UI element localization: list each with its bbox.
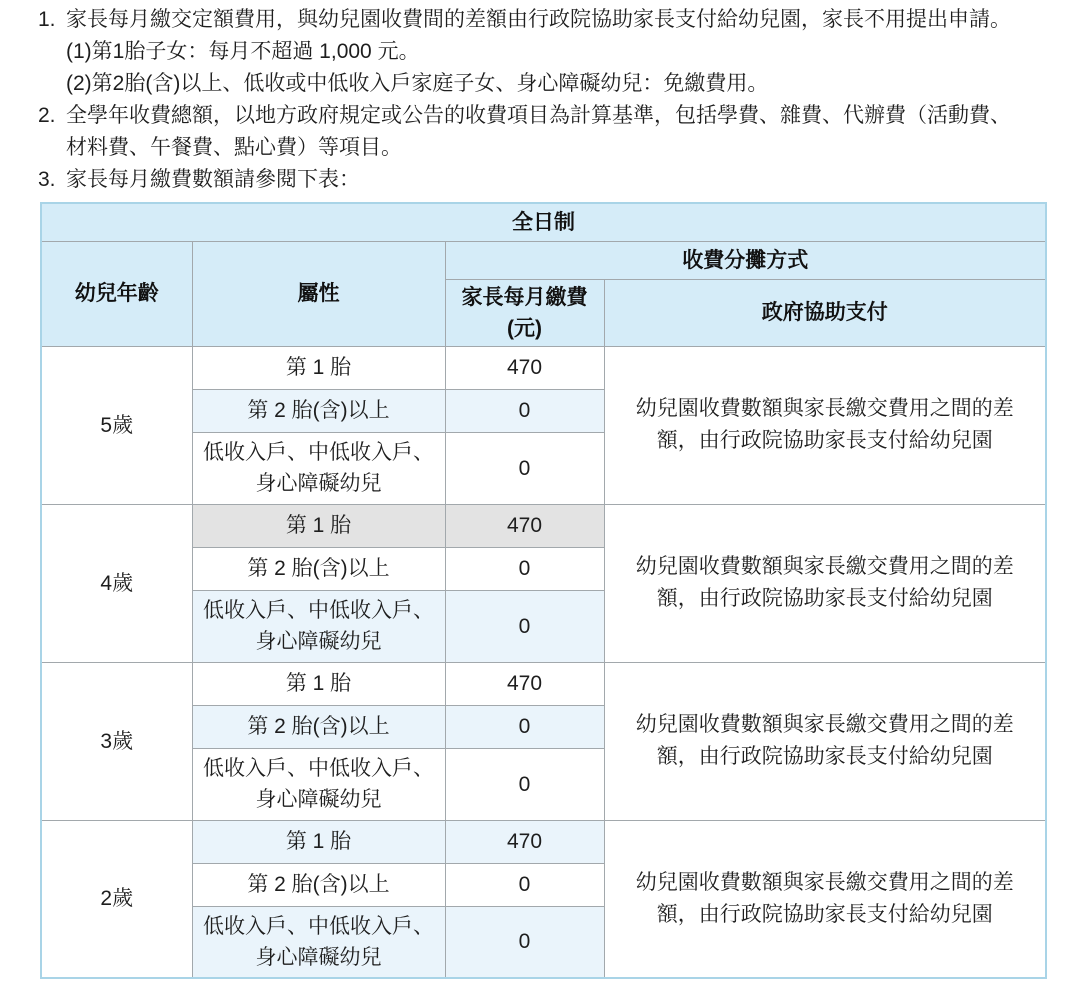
- note-item-2-continuation: [38, 132, 1046, 164]
- note-item-1: [38, 4, 1046, 36]
- column-header-child-age: 幼兒年齡: [41, 241, 192, 346]
- note-item-1-sub-1: [38, 36, 1046, 68]
- fee-cell: 0: [445, 432, 604, 504]
- attribute-cell: 第 1 胎: [192, 820, 445, 863]
- column-header-parent-monthly-fee-line-2: (元): [507, 316, 542, 340]
- note-item-2-number: 2.: [38, 104, 56, 127]
- fee-cell: 470: [445, 504, 604, 547]
- attribute-cell: 第 1 胎: [192, 662, 445, 705]
- table-row: [41, 662, 1046, 705]
- fee-cell: 0: [445, 906, 604, 978]
- note-item-2: [38, 100, 1046, 132]
- note-item-1-sub-1-text: (1)第1胎子女：每月不超過 1,000 元。: [66, 40, 420, 63]
- age-cell: 5歲: [41, 346, 192, 504]
- note-item-2-text-line-2: 材料費、午餐費、點心費）等項目。: [66, 136, 402, 159]
- note-item-3-number: 3.: [38, 168, 56, 191]
- gov-support-cell: [604, 662, 1046, 820]
- fee-cell: 0: [445, 547, 604, 590]
- attribute-cell: 低收入戶、中低收入戶、身心障礙幼兒: [192, 748, 445, 820]
- note-item-1-text: 家長每月繳交定額費用，與幼兒園收費間的差額由行政院協助家長支付給幼兒園，家長不用提出申請。: [66, 8, 1011, 31]
- attribute-cell: 第 1 胎: [192, 504, 445, 547]
- attribute-cell: 第 2 胎(含)以上: [192, 547, 445, 590]
- gov-support-text: 幼兒園收費數額與家長繳交費用之間的差額，由行政院協助家長支付給幼兒園: [635, 397, 1014, 452]
- fee-cell: 470: [445, 662, 604, 705]
- column-header-fee-split: 收費分攤方式: [445, 241, 1046, 279]
- fee-notes-list: [38, 4, 1046, 196]
- attribute-cell: 低收入戶、中低收入戶、身心障礙幼兒: [192, 432, 445, 504]
- attribute-cell: 低收入戶、中低收入戶、身心障礙幼兒: [192, 906, 445, 978]
- gov-support-cell: [604, 346, 1046, 504]
- age-cell: 3歲: [41, 662, 192, 820]
- note-item-3-text: 家長每月繳費數額請參閱下表：: [66, 168, 360, 191]
- fee-cell: 0: [445, 748, 604, 820]
- column-header-attribute: 屬性: [192, 241, 445, 346]
- attribute-cell: 第 2 胎(含)以上: [192, 863, 445, 906]
- fee-cell: 0: [445, 389, 604, 432]
- table-row: [41, 504, 1046, 547]
- fee-cell: 0: [445, 590, 604, 662]
- column-header-gov-support: 政府協助支付: [604, 279, 1046, 346]
- table-row: [41, 346, 1046, 389]
- note-item-2-text-line-1: 全學年收費總額，以地方政府規定或公告的收費項目為計算基準，包括學費、雜費、代辦費（活動費、: [66, 104, 1011, 127]
- attribute-cell: 低收入戶、中低收入戶、身心障礙幼兒: [192, 590, 445, 662]
- note-item-3: [38, 164, 1046, 196]
- table-title: 全日制: [41, 203, 1046, 241]
- column-header-parent-monthly-fee-line-1: 家長每月繳費: [461, 285, 588, 309]
- fee-cell: 470: [445, 820, 604, 863]
- note-item-1-sub-2-text: (2)第2胎(含)以上、低收或中低收入戶家庭子女、身心障礙幼兒：免繳費用。: [66, 72, 769, 95]
- attribute-cell: 第 2 胎(含)以上: [192, 389, 445, 432]
- gov-support-text: 幼兒園收費數額與家長繳交費用之間的差額，由行政院協助家長支付給幼兒園: [635, 555, 1014, 610]
- age-cell: 2歲: [41, 820, 192, 978]
- age-cell: 4歲: [41, 504, 192, 662]
- column-header-parent-monthly-fee: [445, 279, 604, 346]
- attribute-cell: 第 1 胎: [192, 346, 445, 389]
- attribute-cell: 第 2 胎(含)以上: [192, 705, 445, 748]
- gov-support-cell: [604, 820, 1046, 978]
- note-item-1-number: 1.: [38, 8, 56, 31]
- fee-cell: 0: [445, 705, 604, 748]
- fulltime-fee-table: [40, 202, 1047, 979]
- gov-support-text: 幼兒園收費數額與家長繳交費用之間的差額，由行政院協助家長支付給幼兒園: [635, 713, 1014, 768]
- fee-cell: 470: [445, 346, 604, 389]
- fee-cell: 0: [445, 863, 604, 906]
- table-row: [41, 820, 1046, 863]
- note-item-1-sub-2: [38, 68, 1046, 100]
- gov-support-cell: [604, 504, 1046, 662]
- gov-support-text: 幼兒園收費數額與家長繳交費用之間的差額，由行政院協助家長支付給幼兒園: [635, 870, 1014, 926]
